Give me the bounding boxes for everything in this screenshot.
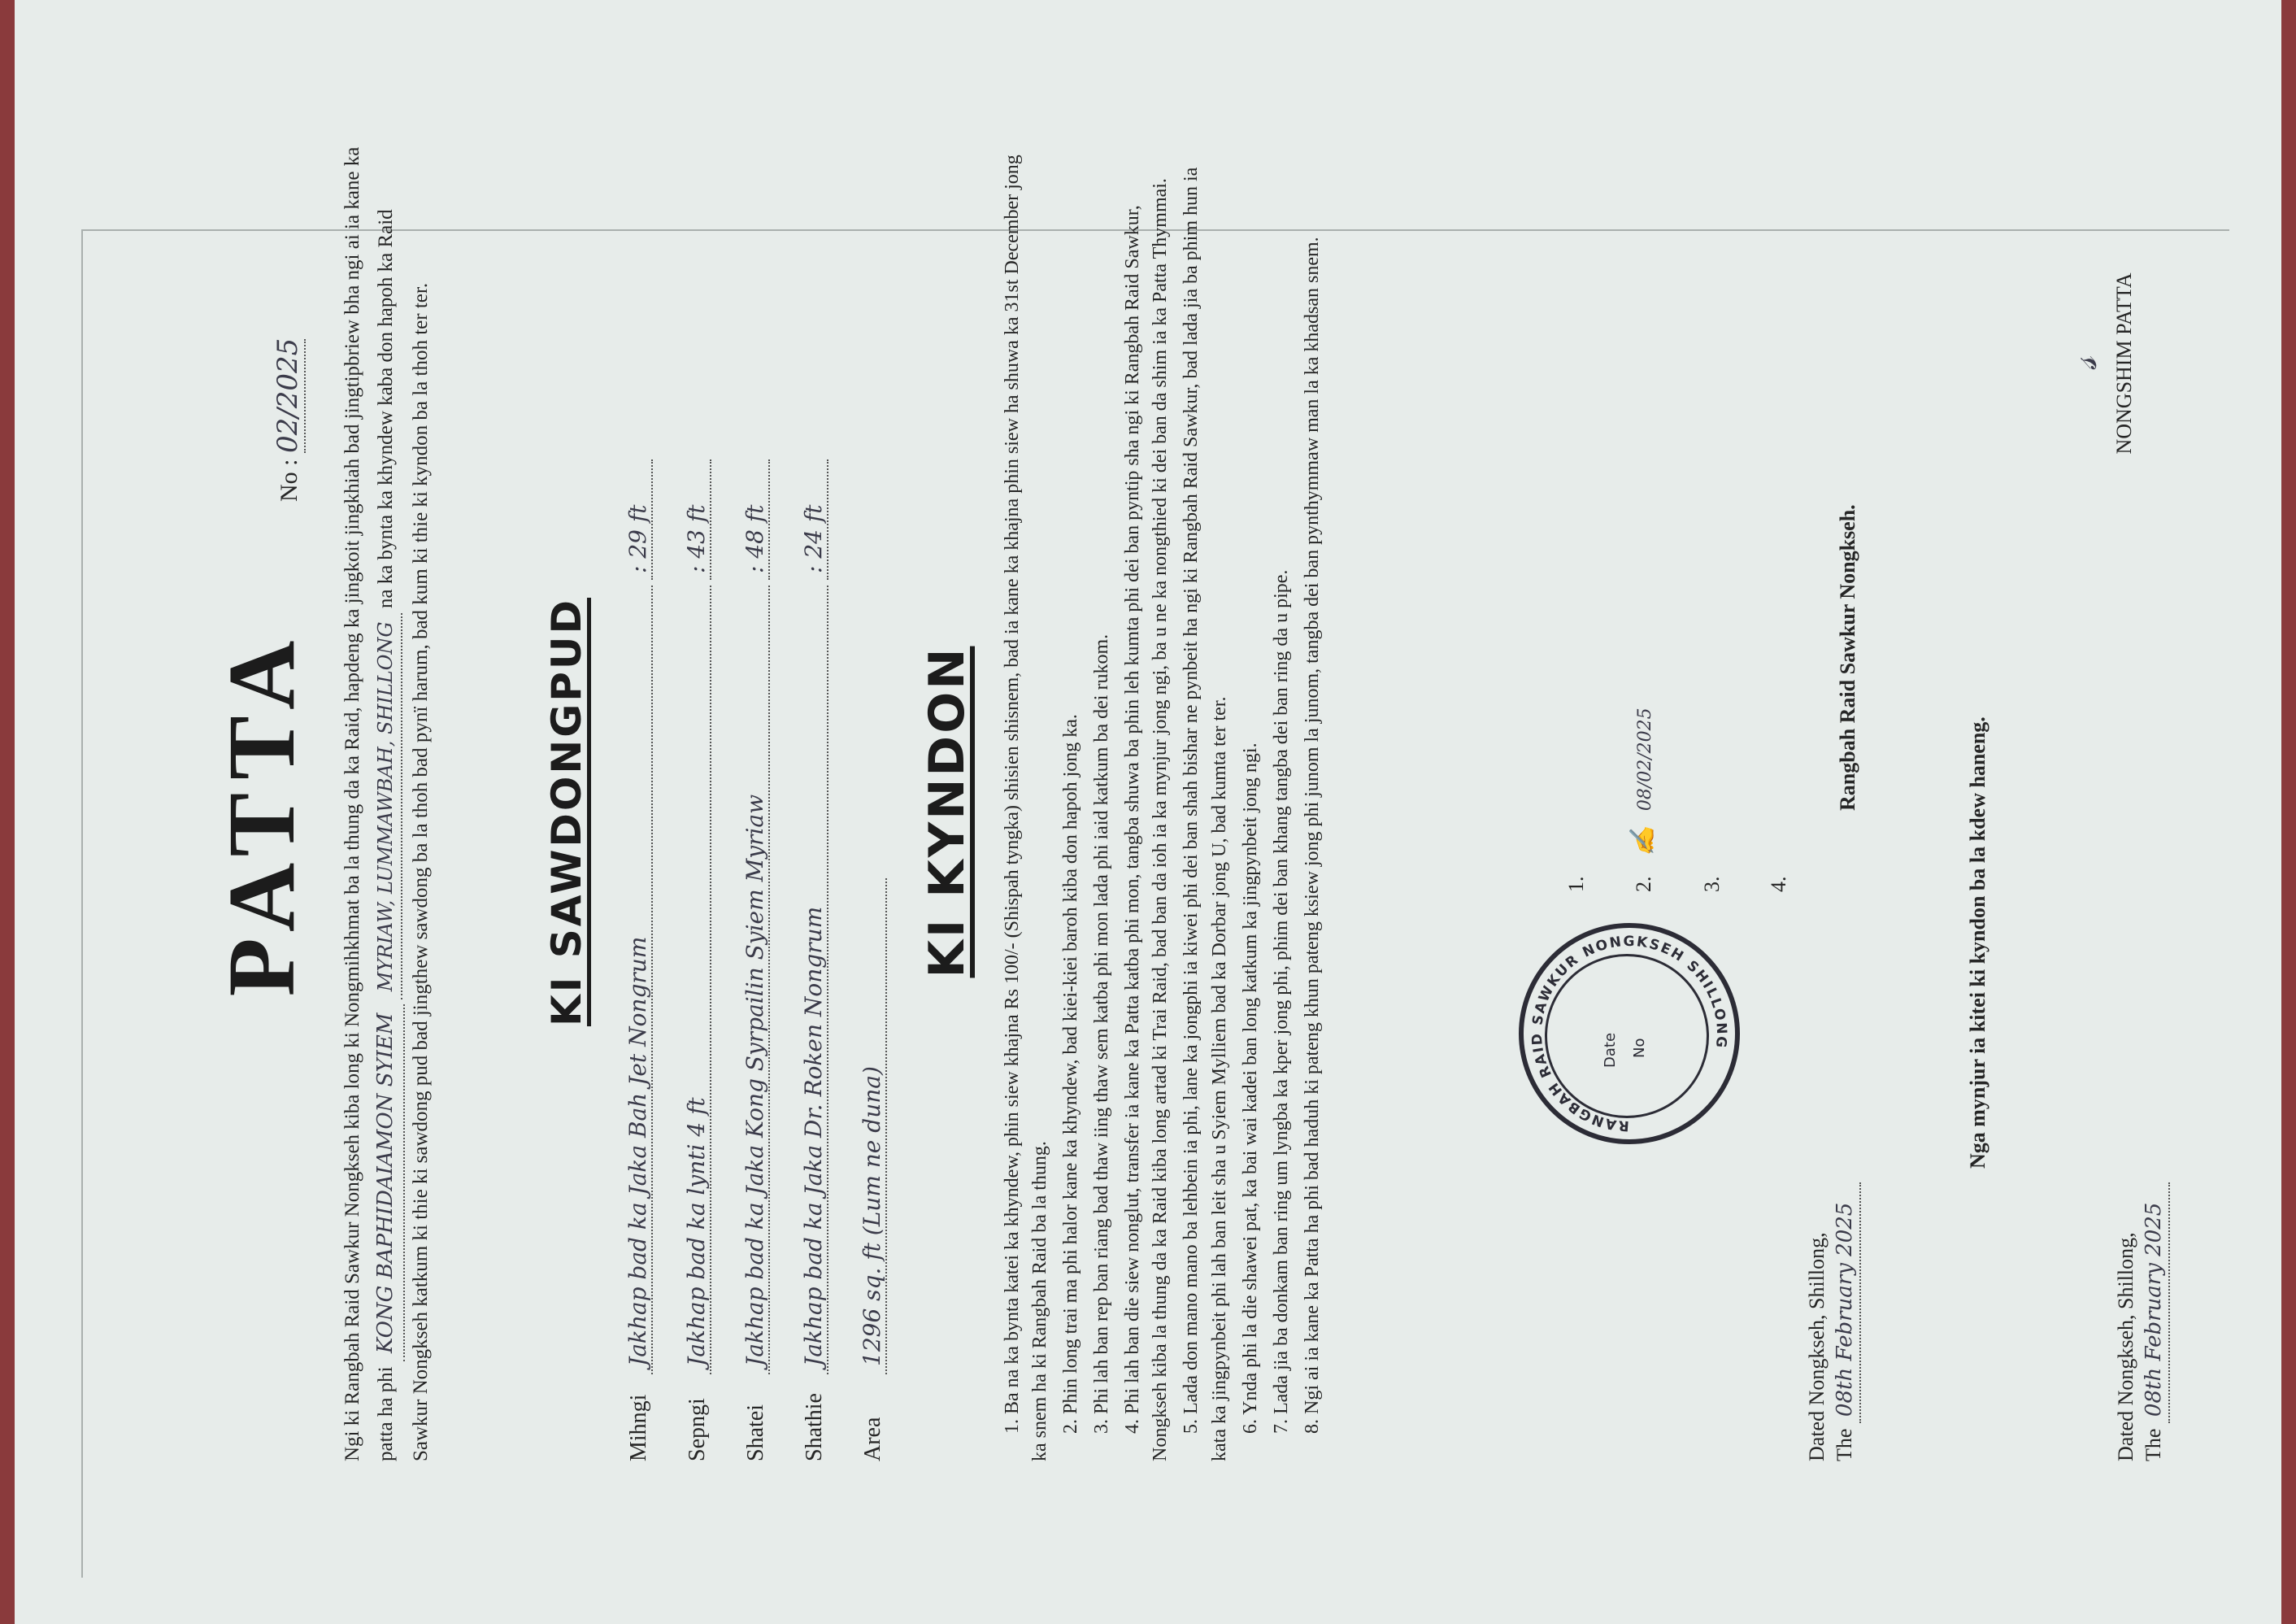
rules-list (998, 144, 1329, 1461)
signatory-1: 1. (1564, 876, 1588, 892)
kyndon-heading: KI KYNDON (919, 646, 976, 978)
boundary-value: Jakhap bad ka lynti 4 ft (683, 586, 711, 1374)
intro-line2: na ka bynta ka khyndew kaba don hapoh ka Raid Sawkur Nongkseh katkum ki thie ki sawdong pud bad jingthew sawdong ba la thoh bad pynï harum, bad kum ki thie ki kyndon ba la thoh ter ter. (375, 209, 432, 1461)
boundary-row-north (741, 459, 770, 1461)
seal-date-label: Date (1602, 1032, 1619, 1068)
boundary-row-area (859, 878, 887, 1461)
boundary-measure: : 48 ft (741, 459, 770, 580)
number-label: No : (276, 459, 302, 502)
rule-item: 1. Ba na ka bynta katei ka khyndew, phin siew khajna Rs 100/- (Shispah tyngka) shisien shisnem, bad ia kane ka khajna phin siew ha shuwa ka 31st December jong ka snem ha ki Rangbah Raid ba la thung. (1002, 155, 1051, 1461)
intro-line1: Ngi ki Rangbah Raid Sawkur Nongkseh kiba long ki Nongmihkhmat ba la thung da ka Raid, hapdeng ka jingkoit jingkhiah bad jingtipbriew bha ngi ai ia kane ka patta ha phi (341, 146, 397, 1461)
rule-item: 3. Phi lah ban rep ban riang bad thaw iing thaw sem katba phi mon lada phi iaid katkum ba dei rukom. (1091, 633, 1113, 1434)
signature-mark: ✍ (1629, 825, 1657, 856)
seal-outer-text: RANGBAH RAID SAWKUR NONGKSEH SHILLONG (1528, 933, 1730, 1134)
holder-signature-block (2063, 160, 2137, 567)
area-label: Area (860, 1417, 885, 1461)
dated-value-2: 08th February 2025 (2141, 1182, 2170, 1423)
document-title: PATTA (208, 627, 315, 997)
consent-text: Nga mynjur ia kitei ki kyndon ba la kdew haneng. (1966, 716, 1989, 1169)
rangbah-label: Rangbah Raid Sawkur Nongkseh. (1836, 504, 1859, 811)
boundary-value: Jakhap bad ka Jaka Dr. Roken Nongrum (800, 586, 828, 1374)
signature-date: 08/02/2025 (1635, 708, 1655, 812)
holder-address: MYRIAW, LUMMAWBAH, SHILLONG (370, 613, 402, 999)
official-seal (1519, 923, 1740, 1144)
dated-place-2: Dated Nongkseh, Shillong, (2114, 1232, 2137, 1461)
boundary-label: Mihngi (626, 1394, 651, 1461)
holder-name: KONG BAPHIDAIAMON SYIEM (369, 1004, 405, 1361)
boundary-label: Shatei (743, 1404, 768, 1461)
boundary-measure: : 43 ft (683, 459, 711, 580)
boundary-value: Jakhap bad ka Jaka Bah Jet Nongrum (624, 586, 653, 1374)
seal-no-label: No (1631, 1038, 1648, 1058)
dated-block-2 (2112, 1182, 2170, 1461)
dated-line-2: The 08th February 2025 (2140, 1182, 2170, 1461)
svg-text:RANGBAH RAID SAWKUR NONGKSEH S (1529, 934, 1730, 1134)
intro-paragraph (337, 144, 437, 1461)
rule-item: 7. Lada jia ba donkam ban ring um lyngba ka kper jong phi, phim dei ban khang tangba dei ban ring da u pipe. (1270, 569, 1292, 1434)
boundary-label: Shathie (802, 1393, 827, 1461)
holder-label: NONGSHIM PATTA (2112, 272, 2136, 455)
signatory-4: 4. (1767, 876, 1790, 892)
dated-value: 08th February 2025 (1832, 1182, 1861, 1423)
rule-item: 8. Ngi ai ia kane ka Patta ha phi bad haduh ki pateng khun pateng ksiew jong phi junom la junom, tangba dei ban pynthymmaw man la ka khadsan snem. (1301, 237, 1323, 1434)
holder-signature: 𝓈 (2063, 356, 2105, 371)
boundary-value: Jakhap bad ka Jaka Kong Syrpailin Syiem Myriaw (741, 586, 770, 1374)
seal-ring-text (1524, 928, 1735, 1139)
boundary-row-south (800, 459, 828, 1461)
rule-item: 5. Lada don mano mano ba lehbein ia phi, lane ka jongphi ia kiwei phi dei ban shah bishar ne pynbeit ha ngi ki Rangbah Raid Sawkur, bad lada jia ba phim hun ia kata ka jingpynbeit phi lah ban leit sha u Syiem Mylliem bad ka Dorbar jong U, bad kumta ter ter. (1181, 167, 1230, 1461)
rule-item: 4. Phi lah ban die siew nonglut, transfer ia kane ka Patta katba phi mon, tangba shuwa ba phin leh kumta phi dei ban pyntip sha ngi ki Rangbah Raid Sawkur, Nongkseh kiba la thung da ka Raid kiba long artad ki Trai Raid, bad ban da ioh ia ka mynjur jong ngi, ba u ne ka nongthied ki dei ban da shim ia ka Patta Thymmai. (1122, 178, 1172, 1461)
dated-line: The 08th February 2025 (1831, 1182, 1861, 1461)
boundary-measure: : 24 ft (800, 459, 828, 580)
boundary-row-west (683, 459, 711, 1461)
signatory-list (1543, 708, 1812, 892)
rotated-document (15, 0, 2296, 1624)
dated-block-1 (1803, 1182, 1861, 1461)
signatory-2: 2. ✍ 08/02/2025 (1629, 708, 1657, 892)
boundary-row-east (624, 459, 653, 1461)
signatory-3: 3. (1700, 876, 1724, 892)
dated-place: Dated Nongkseh, Shillong, (1805, 1232, 1829, 1461)
rule-item: 2. Phin long trai ma phi halor kane ka khyndew, bad kiei-kiei baroh kiba don hapoh jong ka. (1060, 714, 1082, 1434)
patta-number (272, 339, 306, 502)
paper-sheet (15, 0, 2281, 1624)
boundary-measure: : 29 ft (624, 459, 653, 580)
sawdong-heading: KI SAWDONGPUD (543, 598, 590, 1027)
area-value: 1296 sq. ft (Lum ne duna) (859, 878, 887, 1374)
boundary-label: Sepngi (685, 1398, 710, 1461)
rule-item: 6. Ynda phi la die shawei pat, ka bai wai kadei ban long katkum ka jingpynbeit jong ngi. (1239, 742, 1261, 1434)
number-value: 02/2025 (272, 337, 304, 453)
